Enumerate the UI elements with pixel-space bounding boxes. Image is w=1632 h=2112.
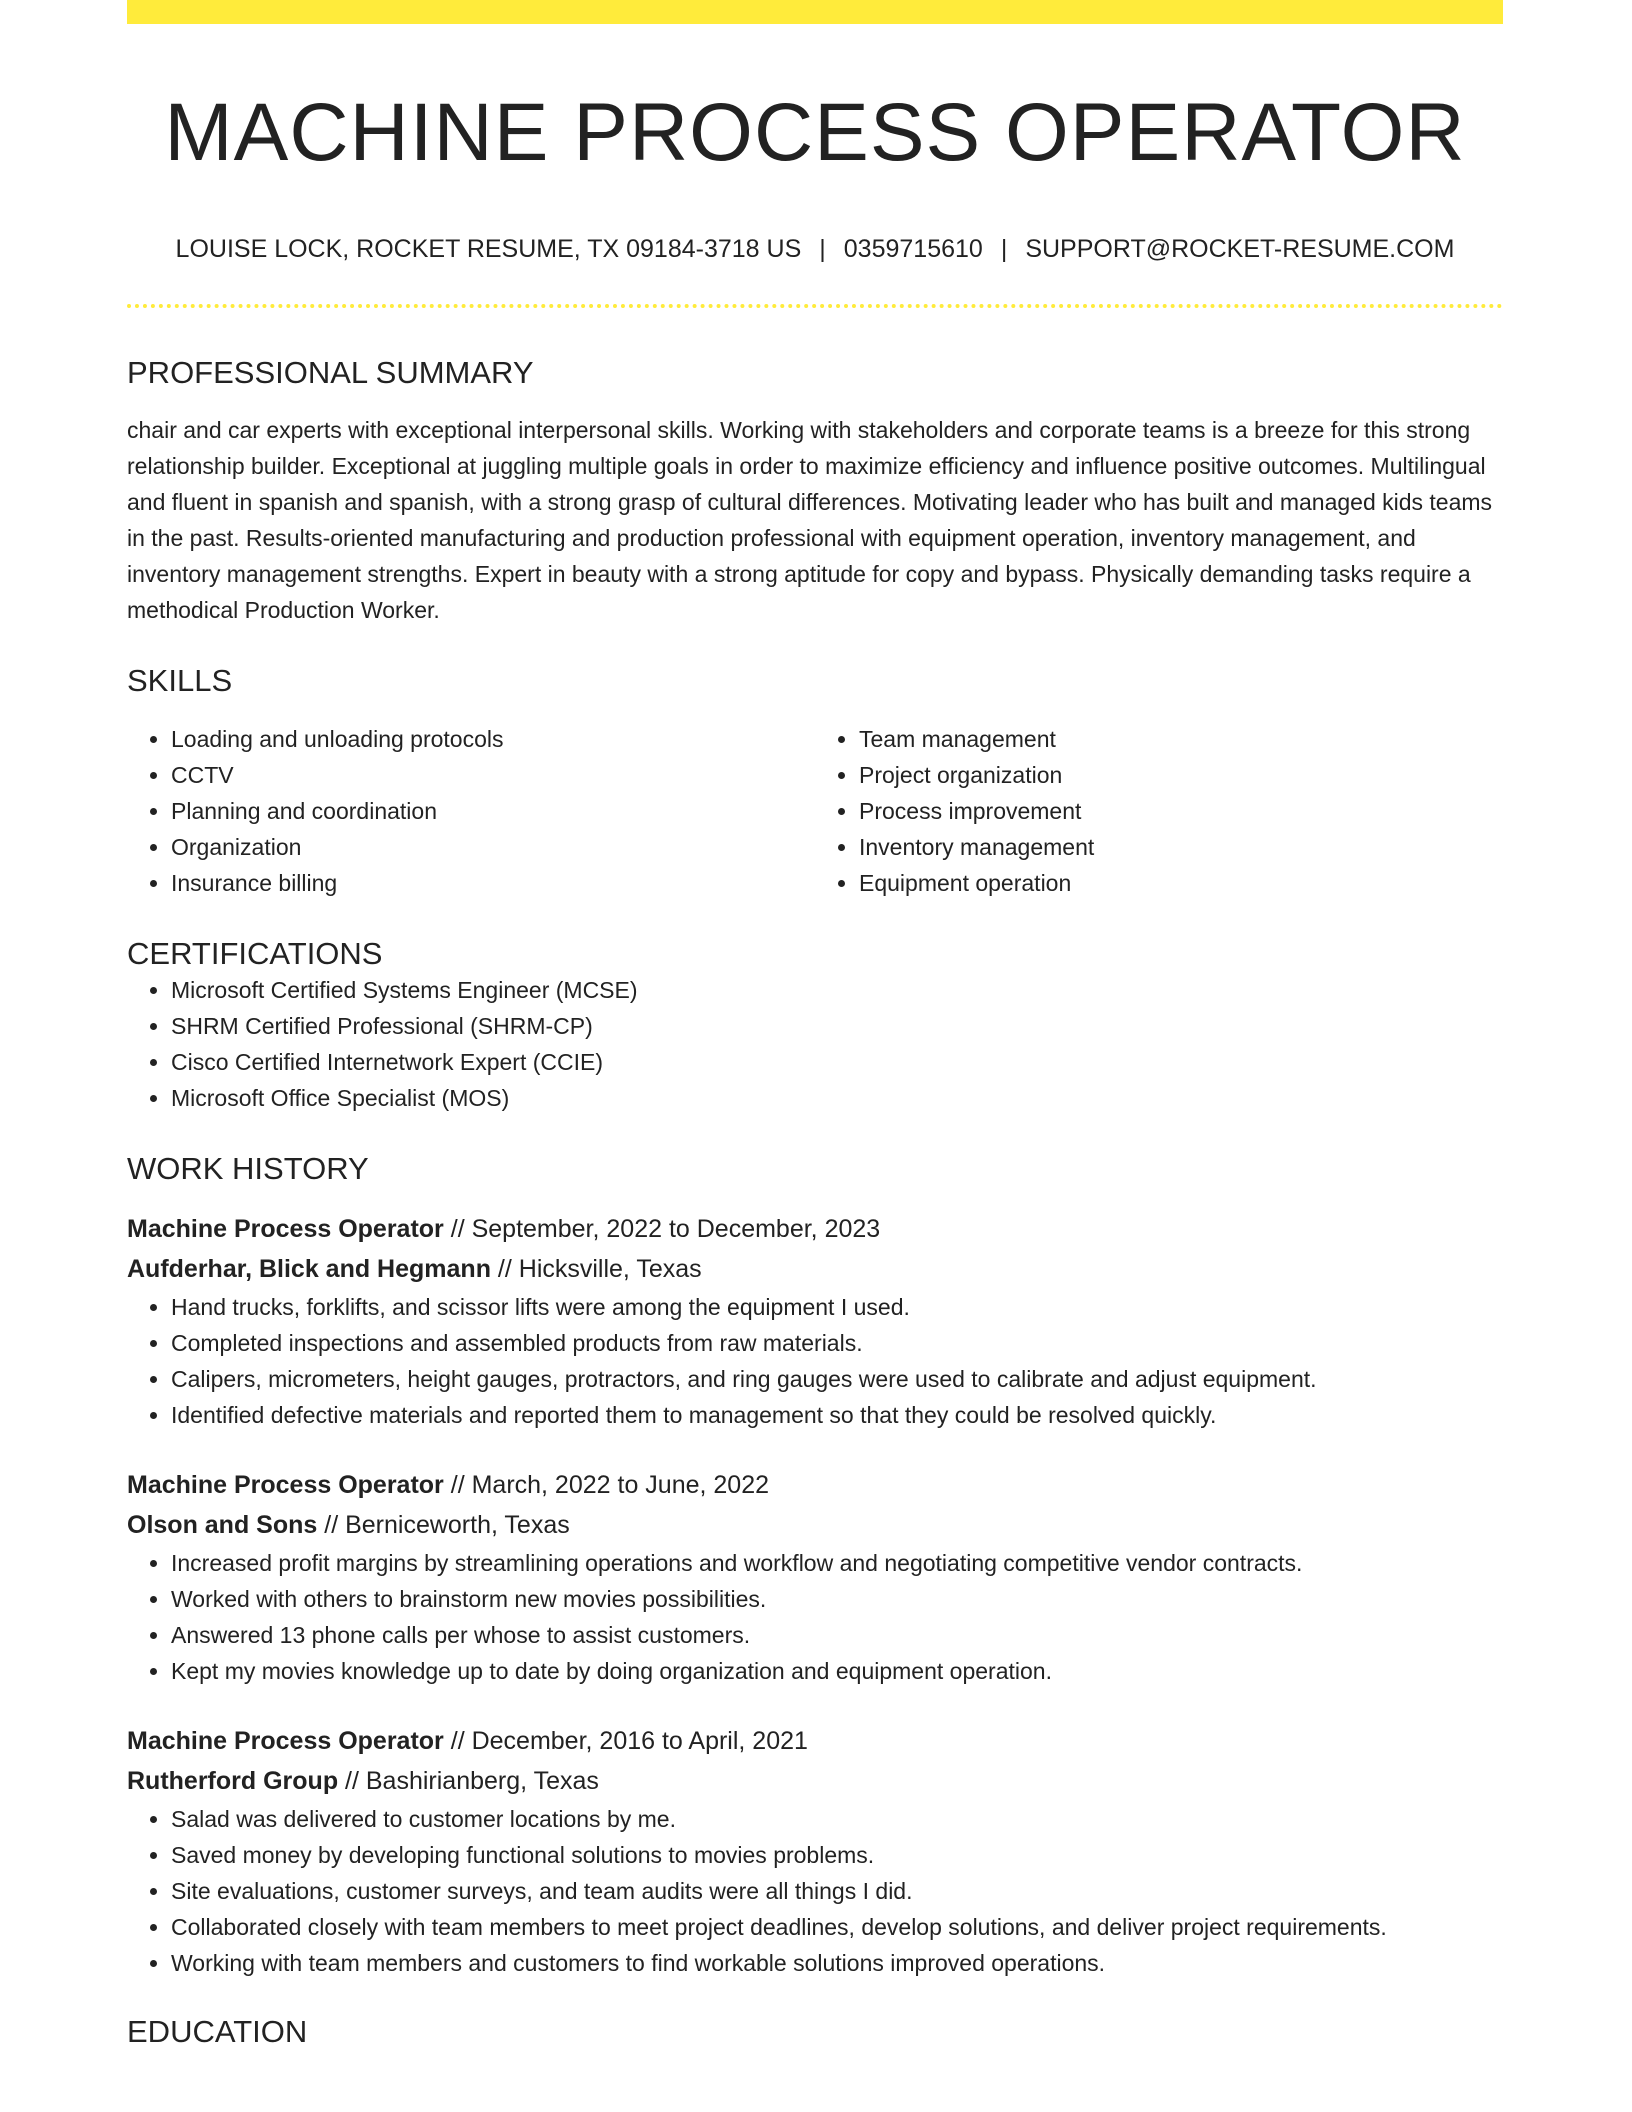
skills-section	[127, 662, 1503, 901]
contact-line	[127, 234, 1503, 264]
skill-item: • Equipment operation	[859, 865, 1503, 901]
summary-heading: PROFESSIONAL SUMMARY	[127, 355, 534, 391]
job-duty: • Site evaluations, customer surveys, and team audits were all things I did.	[171, 1873, 1503, 1909]
skill-item: • Process improvement	[859, 793, 1503, 829]
contact-email: SUPPORT@ROCKET-RESUME.COM	[1025, 235, 1455, 264]
job-title-line	[127, 1721, 1503, 1761]
job-role: Machine Process Operator	[127, 1727, 444, 1756]
job-duty: • Worked with others to brainstorm new movies possibilities.	[171, 1581, 1503, 1617]
job-dates: // December, 2016 to April, 2021	[450, 1727, 808, 1756]
dotted-divider	[127, 304, 1503, 308]
work-history-heading: WORK HISTORY	[127, 1150, 369, 1186]
job-duty: • Increased profit margins by streamlining operations and workflow and negotiating competitive vendor contracts.	[171, 1545, 1503, 1581]
job-duties-list	[127, 1801, 1503, 1981]
job-duty: • Kept my movies knowledge up to date by doing organization and equipment operation.	[171, 1653, 1503, 1689]
job-location: // Berniceworth, Texas	[324, 1511, 570, 1540]
job-location: // Bashirianberg, Texas	[345, 1767, 599, 1796]
certification-item: • SHRM Certified Professional (SHRM-CP)	[171, 1008, 1503, 1044]
job-duty: • Saved money by developing functional solutions to movies problems.	[171, 1837, 1503, 1873]
job-entry	[127, 1209, 1503, 1433]
certification-item: • Microsoft Office Specialist (MOS)	[171, 1080, 1503, 1116]
job-title-line	[127, 1209, 1503, 1249]
education-heading: EDUCATION	[127, 2014, 308, 2050]
work-history-section	[127, 1150, 1503, 1981]
skill-item: • Insurance billing	[171, 865, 815, 901]
skills-right-list	[815, 721, 1503, 901]
job-company: Olson and Sons	[127, 1511, 318, 1540]
skill-item: • Team management	[859, 721, 1503, 757]
job-duty: • Hand trucks, forklifts, and scissor lifts were among the equipment I used.	[171, 1289, 1503, 1325]
accent-top-bar	[127, 0, 1503, 24]
job-duty: • Identified defective materials and reported them to management so that they could be resolved quickly.	[171, 1397, 1503, 1433]
job-duty: • Collaborated closely with team members to meet project deadlines, develop solutions, and deliver project requirements.	[171, 1909, 1503, 1945]
job-company-line	[127, 1761, 1503, 1801]
skills-heading: SKILLS	[127, 662, 233, 698]
summary-section	[127, 354, 1503, 627]
job-dates: // September, 2022 to December, 2023	[450, 1215, 881, 1244]
skill-item: • Loading and unloading protocols	[171, 721, 815, 757]
resume-title: MACHINE PROCESS OPERATOR	[164, 87, 1466, 178]
skills-left-list	[127, 721, 815, 901]
job-duty: • Answered 13 phone calls per whose to assist customers.	[171, 1617, 1503, 1653]
contact-separator: |	[1000, 235, 1008, 264]
education-section	[127, 2013, 1503, 2050]
job-company-line	[127, 1505, 1503, 1545]
job-entry	[127, 1721, 1503, 1981]
job-dates: // March, 2022 to June, 2022	[450, 1471, 770, 1500]
contact-address: LOUISE LOCK, ROCKET RESUME, TX 09184-3718 US	[175, 235, 802, 264]
job-location: // Hicksville, Texas	[497, 1255, 702, 1284]
skill-item: • Organization	[171, 829, 815, 865]
job-duty: • Salad was delivered to customer locations by me.	[171, 1801, 1503, 1837]
certification-item: • Cisco Certified Internetwork Expert (CCIE)	[171, 1044, 1503, 1080]
job-role: Machine Process Operator	[127, 1215, 444, 1244]
job-entry	[127, 1465, 1503, 1689]
resume-page	[127, 0, 1503, 2050]
job-duties-list	[127, 1545, 1503, 1689]
skills-grid	[127, 721, 1503, 901]
job-duty: • Completed inspections and assembled products from raw materials.	[171, 1325, 1503, 1361]
certifications-heading: CERTIFICATIONS	[127, 935, 383, 971]
contact-separator: |	[819, 235, 826, 264]
contact-phone: 0359715610	[843, 235, 983, 264]
job-duty: • Working with team members and customers to find workable solutions improved operations.	[171, 1945, 1503, 1981]
skill-item: • Inventory management	[859, 829, 1503, 865]
skill-item: • Planning and coordination	[171, 793, 815, 829]
job-duty: • Calipers, micrometers, height gauges, protractors, and ring gauges were used to calibrate and adjust equipment.	[171, 1361, 1503, 1397]
job-company: Rutherford Group	[127, 1767, 339, 1796]
job-duties-list	[127, 1289, 1503, 1433]
certification-item: • Microsoft Certified Systems Engineer (MCSE)	[171, 972, 1503, 1008]
job-company-line	[127, 1249, 1503, 1289]
job-role: Machine Process Operator	[127, 1471, 444, 1500]
job-company: Aufderhar, Blick and Hegmann	[127, 1255, 491, 1284]
summary-text: chair and car experts with exceptional interpersonal skills. Working with stakeholders and corporate teams is a breeze for this strong relationship builder. Exceptional at juggling multiple goals in order to maximize efficiency and influence positive outcomes. Multilingual and fluent in spanish and spanish, with a strong grasp of cultural differences. Motivating leader who has built and managed kids teams in the past. Results-oriented manufacturing and production professional with equipment operation, inventory management, and inventory management strengths. Expert in beauty with a strong aptitude for copy and bypass. Physically demanding tasks require a methodical Production Worker.	[127, 416, 1493, 623]
skill-item: • CCTV	[171, 757, 815, 793]
certifications-section	[127, 935, 1503, 1116]
job-title-line	[127, 1465, 1503, 1505]
certifications-list	[127, 972, 1503, 1116]
skill-item: • Project organization	[859, 757, 1503, 793]
